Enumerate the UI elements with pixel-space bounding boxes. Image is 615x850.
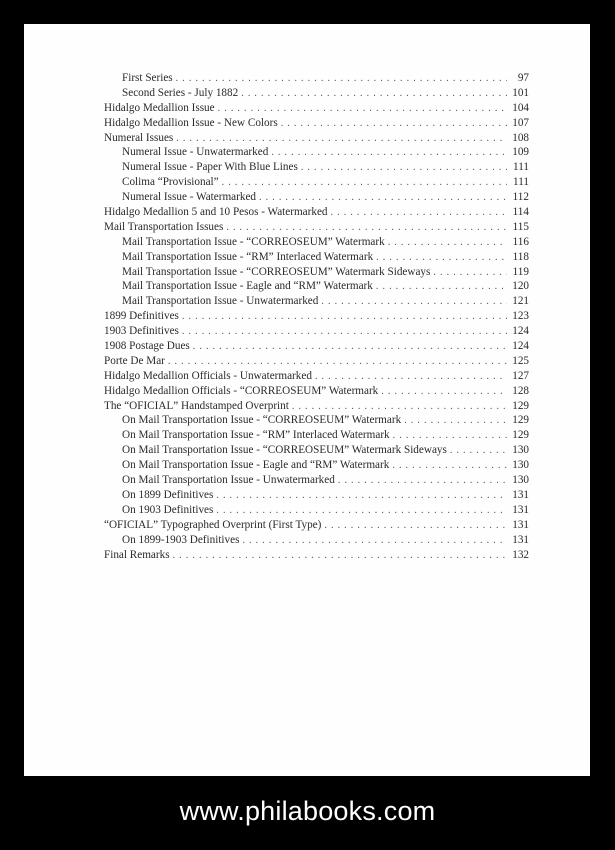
toc-entry xyxy=(104,309,529,324)
toc-entry xyxy=(104,294,529,309)
toc-entry xyxy=(104,190,529,205)
toc-entry-page-number: 97 xyxy=(517,72,529,84)
toc-dot-leader xyxy=(226,221,507,236)
toc-entry-page-number: 130 xyxy=(512,474,529,487)
toc-dot-leader xyxy=(433,266,507,281)
toc-entry-title: On Mail Transportation Issue - “CORREOSEUM” Watermark xyxy=(122,414,402,427)
toc-entry-title: On Mail Transportation Issue - “CORREOSEUM” Watermark Sideways xyxy=(122,444,447,457)
toc-dot-leader xyxy=(242,534,507,549)
toc-entry xyxy=(104,354,529,369)
toc-entry-page-number: 116 xyxy=(512,235,529,248)
toc-entry-page-number: 123 xyxy=(512,310,529,323)
toc-dot-leader xyxy=(404,414,507,429)
toc-dot-leader xyxy=(376,251,507,266)
toc-entry xyxy=(104,145,529,160)
toc-entry-page-number: 112 xyxy=(512,191,529,204)
toc-entry-title: First Series xyxy=(122,72,173,84)
toc-entry-title: 1903 Definitives xyxy=(104,325,179,338)
toc-entry-title: Hidalgo Medallion Officials - “CORREOSEUM” Watermark xyxy=(104,384,379,397)
toc-dot-leader xyxy=(450,444,507,459)
toc-entry-page-number: 131 xyxy=(512,533,529,546)
toc-dot-leader xyxy=(216,489,507,504)
toc-entry xyxy=(104,131,529,146)
toc-entry-title: Mail Transportation Issues xyxy=(104,220,224,233)
toc-entry xyxy=(104,458,529,473)
toc-dot-leader xyxy=(321,295,507,310)
toc-entry-page-number: 109 xyxy=(512,146,529,159)
toc-entry-page-number: 128 xyxy=(512,384,529,397)
toc-entry-page-number: 115 xyxy=(512,220,529,233)
toc-entry xyxy=(104,265,529,280)
toc-entry xyxy=(104,384,529,399)
toc-entry-page-number: 129 xyxy=(512,399,529,412)
toc-entry xyxy=(104,205,529,220)
toc-entry xyxy=(104,443,529,458)
toc-dot-leader xyxy=(176,132,507,147)
toc-entry-title: 1908 Postage Dues xyxy=(104,340,190,353)
toc-dot-leader xyxy=(331,206,507,221)
toc-entry xyxy=(104,250,529,265)
toc-entry-title: Numeral Issues xyxy=(104,131,174,144)
toc-entry-title: On 1899-1903 Definitives xyxy=(122,533,240,546)
toc-entry-page-number: 118 xyxy=(512,250,529,263)
toc-entry xyxy=(104,116,529,131)
toc-entry xyxy=(104,71,529,86)
toc-entry-page-number: 111 xyxy=(513,176,529,189)
toc-dot-leader xyxy=(281,117,507,132)
toc-entry-title: On 1899 Definitives xyxy=(122,488,214,501)
toc-entry-title: Hidalgo Medallion Issue xyxy=(104,101,215,114)
toc-entry-title: Numeral Issue - Watermarked xyxy=(122,191,257,204)
toc-dot-leader xyxy=(381,385,507,400)
toc-entry xyxy=(104,548,529,563)
toc-entry xyxy=(104,503,529,518)
toc-entry-title: “OFICIAL” Typographed Overprint (First Type) xyxy=(104,518,322,531)
document-page xyxy=(24,24,590,776)
toc-entry-page-number: 125 xyxy=(512,354,529,367)
toc-dot-leader xyxy=(241,87,507,102)
toc-entry xyxy=(104,518,529,533)
toc-entry-title: Final Remarks xyxy=(104,548,170,561)
toc-entry-title: Porte De Mar xyxy=(104,354,165,367)
toc-entry-title: On Mail Transportation Issue - Unwatermarked xyxy=(122,474,335,487)
toc-dot-leader xyxy=(388,236,507,251)
toc-dot-leader xyxy=(216,504,507,519)
toc-entry xyxy=(104,324,529,339)
toc-dot-leader xyxy=(218,102,507,117)
toc-entry-page-number: 119 xyxy=(512,265,529,278)
toc-entry-page-number: 121 xyxy=(512,295,529,308)
toc-entry-page-number: 124 xyxy=(512,325,529,338)
toc-dot-leader xyxy=(271,146,507,161)
toc-dot-leader xyxy=(376,280,507,295)
toc-dot-leader xyxy=(259,191,507,206)
toc-entry-page-number: 130 xyxy=(512,459,529,472)
toc-entry xyxy=(104,369,529,384)
toc-dot-leader xyxy=(168,355,507,370)
toc-dot-leader xyxy=(176,72,507,87)
toc-entry xyxy=(104,101,529,116)
toc-entry xyxy=(104,339,529,354)
toc-entry-page-number: 131 xyxy=(512,503,529,516)
toc-dot-leader xyxy=(301,161,507,176)
toc-entry-title: Mail Transportation Issue - “CORREOSEUM” Watermark xyxy=(122,235,385,248)
toc-entry-title: On Mail Transportation Issue - “RM” Interlaced Watermark xyxy=(122,429,390,442)
toc-entry xyxy=(104,220,529,235)
table-of-contents xyxy=(104,71,529,562)
toc-entry xyxy=(104,235,529,250)
toc-entry-title: Numeral Issue - Unwatermarked xyxy=(122,146,269,159)
toc-entry-page-number: 101 xyxy=(512,86,529,99)
toc-entry-title: Numeral Issue - Paper With Blue Lines xyxy=(122,161,298,174)
toc-entry-page-number: 132 xyxy=(512,548,529,561)
toc-entry-title: 1899 Definitives xyxy=(104,310,179,323)
toc-entry xyxy=(104,86,529,101)
toc-entry xyxy=(104,413,529,428)
toc-entry-title: Hidalgo Medallion 5 and 10 Pesos - Watermarked xyxy=(104,206,328,219)
toc-dot-leader xyxy=(222,176,507,191)
toc-entry-page-number: 129 xyxy=(512,429,529,442)
toc-entry-title: Hidalgo Medallion Issue - New Colors xyxy=(104,116,278,129)
toc-entry-title: Colima “Provisional” xyxy=(122,176,219,189)
toc-dot-leader xyxy=(393,429,507,444)
toc-entry xyxy=(104,473,529,488)
toc-entry-title: Mail Transportation Issue - “RM” Interlaced Watermark xyxy=(122,250,374,263)
toc-dot-leader xyxy=(292,400,507,415)
toc-dot-leader xyxy=(182,325,507,340)
toc-dot-leader xyxy=(324,519,507,534)
toc-entry-page-number: 104 xyxy=(512,101,529,114)
toc-entry xyxy=(104,160,529,175)
toc-entry-title: On Mail Transportation Issue - Eagle and “RM” Watermark xyxy=(122,459,390,472)
toc-entry xyxy=(104,428,529,443)
toc-entry-title: Second Series - July 1882 xyxy=(122,86,239,99)
toc-entry xyxy=(104,399,529,414)
toc-dot-leader xyxy=(392,459,507,474)
toc-entry-page-number: 129 xyxy=(512,414,529,427)
toc-entry-title: Mail Transportation Issue - “CORREOSEUM” Watermark Sideways xyxy=(122,265,431,278)
toc-entry-title: On 1903 Definitives xyxy=(122,503,214,516)
footer-url: www.philabooks.com xyxy=(179,796,436,826)
toc-entry-page-number: 107 xyxy=(512,116,529,129)
toc-entry xyxy=(104,533,529,548)
toc-entry-title: Mail Transportation Issue - Eagle and “RM” Watermark xyxy=(122,280,373,293)
toc-entry-page-number: 114 xyxy=(512,206,529,219)
toc-dot-leader xyxy=(173,549,507,564)
toc-entry xyxy=(104,175,529,190)
toc-entry-page-number: 124 xyxy=(512,340,529,353)
toc-dot-leader xyxy=(193,340,507,355)
toc-entry-page-number: 130 xyxy=(512,444,529,457)
toc-dot-leader xyxy=(315,370,507,385)
toc-entry-title: Mail Transportation Issue - Unwatermarked xyxy=(122,295,319,308)
toc-entry xyxy=(104,279,529,294)
toc-entry-page-number: 108 xyxy=(512,131,529,144)
toc-entry-page-number: 131 xyxy=(512,488,529,501)
toc-entry-title: Hidalgo Medallion Officials - Unwatermarked xyxy=(104,369,312,382)
toc-entry-page-number: 111 xyxy=(513,161,529,174)
toc-entry-page-number: 120 xyxy=(512,280,529,293)
toc-entry xyxy=(104,488,529,503)
toc-entry-page-number: 131 xyxy=(512,518,529,531)
toc-dot-leader xyxy=(338,474,507,489)
toc-dot-leader xyxy=(182,310,507,325)
toc-entry-title: The “OFICIAL” Handstamped Overprint xyxy=(104,399,289,412)
toc-entry-page-number: 127 xyxy=(512,369,529,382)
